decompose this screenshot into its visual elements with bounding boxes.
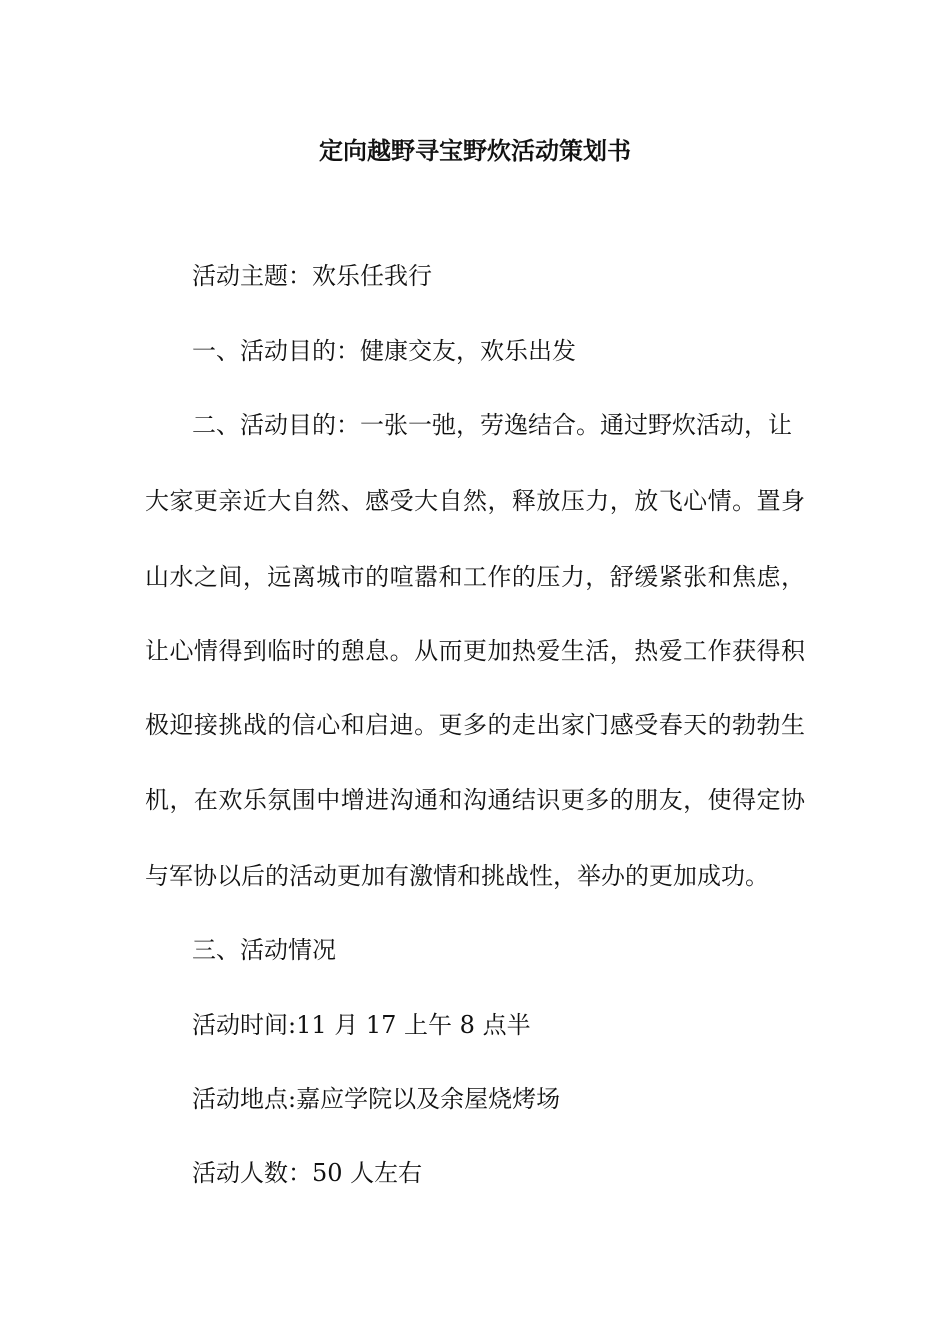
activity-theme: 活动主题：欢乐任我行 [192,262,432,290]
section-2-line-6: 机，在欢乐氛围中增进沟通和沟通结识更多的朋友，使得定协 [145,786,805,814]
activity-time: 活动时间:11 月 17 上午 8 点半 [192,1011,531,1039]
section-2-line-5: 极迎接挑战的信心和启迪。更多的走出家门感受春天的勃勃生 [145,711,805,739]
activity-place: 活动地点:嘉应学院以及余屋烧烤场 [192,1085,561,1113]
section-2-line-1: 二、活动目的：一张一弛，劳逸结合。通过野炊活动，让 [192,411,792,439]
section-2-line-2: 大家更亲近大自然、感受大自然，释放压力，放飞心情。置身 [145,487,805,515]
section-2-line-4: 让心情得到临时的憩息。从而更加热爱生活，热爱工作获得积 [145,637,805,665]
section-3-heading: 三、活动情况 [192,936,336,964]
section-2-line-3: 山水之间，远离城市的喧嚣和工作的压力，舒缓紧张和焦虑， [145,563,805,591]
section-2-line-7: 与军协以后的活动更加有激情和挑战性，举办的更加成功。 [145,862,769,890]
activity-people: 活动人数：50 人左右 [192,1159,423,1187]
document-title: 定向越野寻宝野炊活动策划书 [319,136,631,165]
section-1-purpose: 一、活动目的：健康交友，欢乐出发 [192,337,576,365]
